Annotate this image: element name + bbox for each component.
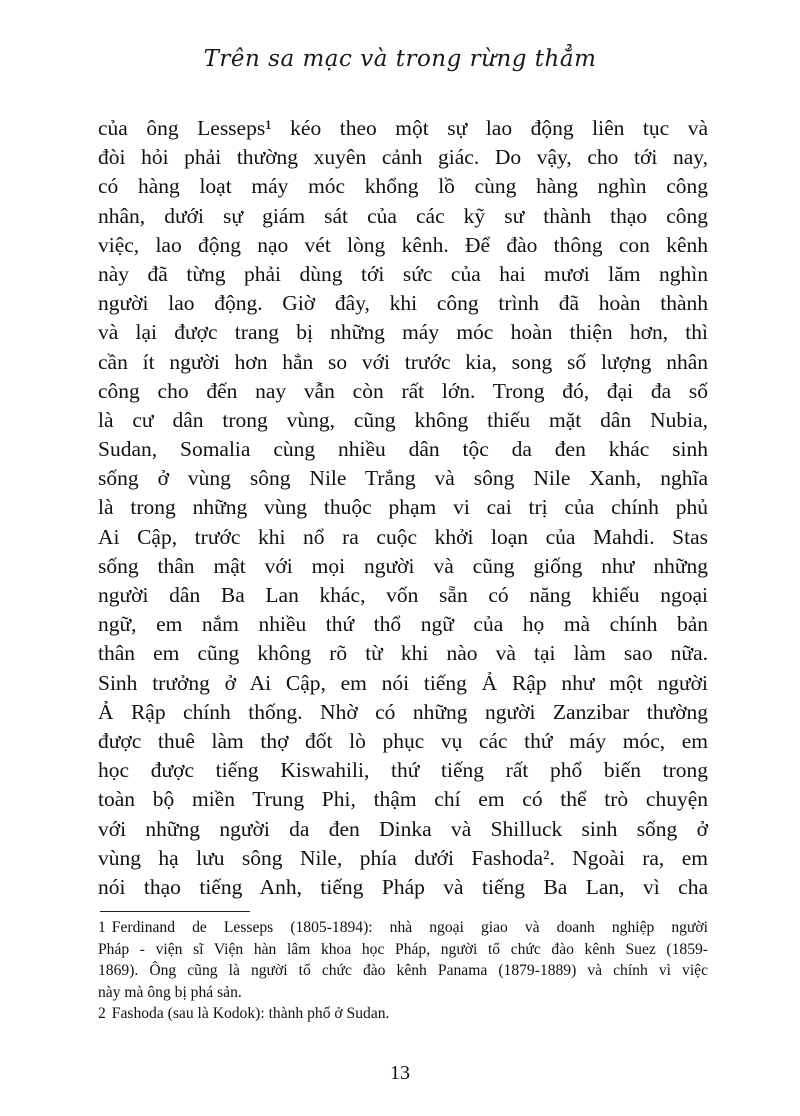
body-text [98,114,708,902]
body-line: sống thân mật với mọi người và cũng giống như những [98,553,708,578]
body-line: Sudan, Somalia cùng nhiều dân tộc da đen khác sinh [98,437,708,462]
body-line: được thuê làm thợ đốt lò phục vụ các thứ máy móc, em [98,728,708,753]
body-line: này đã từng phải dùng tới sức của hai mươi lăm nghìn [98,261,708,286]
footnote-divider [100,911,250,912]
body-line: nói thạo tiếng Anh, tiếng Pháp và tiếng Ba Lan, vì cha [98,874,708,899]
body-line: là cư dân trong vùng, cũng không thiếu mặt dân Nubia, [98,407,708,432]
body-line: người lao động. Giờ đây, khi công trình đã hoàn thành [98,291,708,316]
running-header: Trên sa mạc và trong rừng thẳm [203,46,597,72]
body-line: công cho đến nay vẫn còn rất lớn. Trong đó, đại đa số [98,378,708,403]
body-line: người dân Ba Lan khác, vốn sẵn có năng khiếu ngoại [98,583,708,607]
body-line: của ông Lesseps¹ kéo theo một sự lao động liên tục và [98,116,708,140]
body-line: là trong những vùng thuộc phạm vi cai trị của chính phủ [98,495,708,520]
body-line: và lại được trang bị những máy móc hoàn thiện hơn, thì [98,320,708,345]
body-line: sống ở vùng sông Nile Trắng và sông Nile Xanh, nghĩa [98,466,708,491]
footnote-1-line [98,917,708,939]
body-line: học được tiếng Kiswahili, thứ tiếng rất phổ biến trong [98,758,708,783]
body-line: vùng hạ lưu sông Nile, phía dưới Fashoda². Ngoài ra, em [98,845,708,870]
body-line: Ả Rập chính thống. Nhờ có những người Zanzibar thường [98,699,708,724]
body-line: thân em cũng không rõ từ khi nào và tại làm sao nữa. [98,641,708,666]
body-line: có hàng loạt máy móc khổng lồ cùng hàng nghìn công [98,174,708,199]
body-line: nhân, dưới sự giám sát của các kỹ sư thành thạo công [98,203,708,228]
body-line: cần ít người hơn hẳn so với trước kia, song số lượng nhân [98,349,708,374]
footnote-1-text: Ferdinand de Lesseps (1805-1894): nhà ngoại giao và doanh nghiệp người [111,919,708,936]
footnote-1-number: 1 [98,919,106,936]
footnote-2-text: Fashoda (sau là Kodok): thành phố ở Sudan. [111,1005,390,1023]
body-line: Sinh trưởng ở Ai Cập, em nói tiếng Ả Rập như một người [98,670,708,695]
footnotes [98,917,708,1025]
body-line: việc, lao động nạo vét lòng kênh. Để đào thông con kênh [98,232,708,257]
body-line: Ai Cập, trước khi nổ ra cuộc khởi loạn của Mahdi. Stas [98,524,708,549]
body-line: toàn bộ miền Trung Phi, thậm chí em có thể trò chuyện [98,787,708,812]
footnote-1-line: Pháp - viện sĩ Viện hàn lâm khoa học Pháp, người tổ chức đào kênh Suez (1859- [98,940,708,958]
body-line: đòi hỏi phải thường xuyên cảnh giác. Do vậy, cho tới nay, [98,145,708,170]
footnote-1-line: này mà ông bị phá sản. [98,983,242,1001]
footnote-1-line: 1869). Ông cũng là người tổ chức đào kênh Panama (1879-1889) và chính vì việc [98,962,708,980]
page-number: 13 [390,1062,410,1084]
footnote-2-number: 2 [98,1005,106,1023]
body-line: ngữ, em nắm nhiều thứ thổ ngữ của họ mà chính bản [98,612,708,637]
footnote-2-line [98,1003,708,1025]
body-line: với những người da đen Dinka và Shilluck sinh sống ở [98,816,708,841]
